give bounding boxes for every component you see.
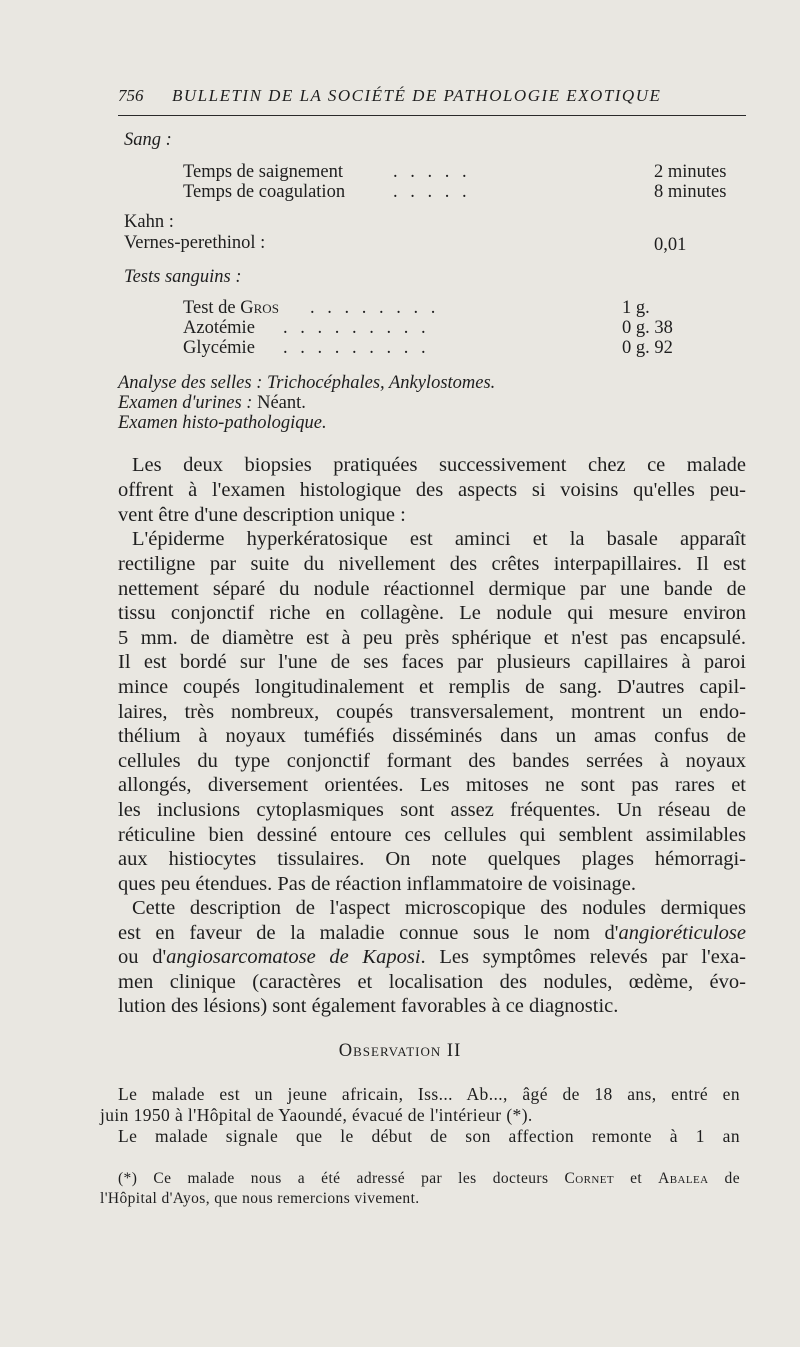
- p2-line-14: aux histiocytes tissulaires. On note quelques plages hémorragi-: [118, 848, 746, 870]
- azotemie-dots: . . . . . . . . .: [283, 318, 430, 338]
- selles-value: Trichocéphales, Ankylostomes.: [267, 373, 496, 393]
- running-title: BULLETIN DE LA SOCIÉTÉ DE PATHOLOGIE EXOTIQUE: [172, 86, 662, 105]
- p2-line-6: Il est bordé sur l'une de ses faces par plusieurs capillaires à paroi: [118, 651, 746, 673]
- p2-line-5: 5 mm. de diamètre est à peu près sphérique et n'est pas encapsulé.: [118, 627, 746, 649]
- sang-label: Sang :: [124, 130, 172, 150]
- glycemie-value: 0 g. 92: [622, 338, 673, 358]
- angioreticulose-term: angioréticulose: [618, 922, 746, 944]
- p3-line-3-prefix: ou d': [118, 946, 167, 968]
- test-gros-prefix: Test de: [183, 298, 241, 318]
- footnote-text-mid: et: [613, 1170, 659, 1187]
- test-gros-label: [183, 298, 279, 319]
- p3-line-5: lution des lésions) sont également favorables à ce diagnostic.: [118, 995, 619, 1017]
- header-rule: [118, 115, 746, 116]
- p2-line-1: L'épiderme hyperkératosique est aminci et la basale apparaît: [132, 528, 746, 550]
- urines-line: [118, 393, 306, 414]
- p3-line-3: [118, 945, 746, 969]
- p3-line-2: [118, 921, 746, 945]
- histo-label: Examen histo-pathologique.: [118, 413, 327, 433]
- urines-label: Examen d'urines :: [118, 393, 253, 413]
- p1-line-1: Les deux biopsies pratiquées successivement chez ce malade: [132, 454, 746, 476]
- p2-line-15: ques peu étendues. Pas de réaction inflammatoire de voisinage.: [118, 873, 637, 895]
- vernes-label: Vernes-perethinol :: [124, 233, 266, 253]
- p2-line-4: tissu conjonctif riche en collagène. Le nodule qui mesure environ: [118, 602, 746, 624]
- p2-line-7: mince coupés longitudinalement et remplis de sang. D'autres capil-: [118, 676, 746, 698]
- glycemie-label: Glycémie: [183, 338, 255, 358]
- azotemie-value: 0 g. 38: [622, 318, 673, 338]
- vernes-value: 0,01: [654, 235, 687, 255]
- p2-line-8: laires, très nombreux, coupés transversalement, montrent un endo-: [118, 701, 746, 723]
- page-number: 756: [118, 86, 144, 105]
- test-gros-name: Gros: [240, 298, 279, 318]
- p2-line-11: allongés, diversement orientées. Les mitoses ne sont pas rares et: [118, 774, 746, 796]
- p2-line-13: réticuline bien dessiné entoure ces cellules qui semblent assimilables: [118, 824, 746, 846]
- selles-label: Analyse des selles :: [118, 373, 263, 393]
- p2-line-9: thélium à noyaux tuméfiés disséminés dans un amas confus de: [118, 725, 746, 747]
- footnote-line-1: [118, 1169, 740, 1189]
- temps-saignement-label: Temps de saignement: [183, 162, 344, 182]
- kaposi-term: angiosarcomatose de Kaposi: [166, 946, 421, 968]
- glycemie-dots: . . . . . . . . .: [283, 338, 430, 358]
- test-gros-value: 1 g.: [622, 298, 650, 318]
- obs-line-1: Le malade est un jeune africain, Iss... Ab..., âgé de 18 ans, entré en: [118, 1084, 740, 1104]
- p2-line-2: rectiligne par suite du nivellement des crêtes interpapillaires. Il est: [118, 553, 746, 575]
- temps-coagulation-value: 8 minutes: [654, 182, 727, 202]
- tests-sanguins-label: Tests sanguins :: [124, 267, 242, 287]
- temps-saignement-dots: . . . . .: [393, 162, 471, 182]
- temps-saignement-value: 2 minutes: [654, 162, 727, 182]
- temps-coagulation-dots: . . . . .: [393, 182, 471, 202]
- p2-line-3: nettement séparé du nodule réactionnel dermique par une bande de: [118, 578, 746, 600]
- footnote-line-2: l'Hôpital d'Ayos, que nous remercions vivement.: [100, 1190, 420, 1207]
- footnote-name-cornet: Cornet: [564, 1170, 614, 1187]
- obs-line-3: Le malade signale que le début de son affection remonte à 1 an: [118, 1126, 740, 1146]
- p1-line-3: vent être d'une description unique :: [118, 504, 406, 526]
- urines-value: Néant.: [257, 393, 306, 413]
- p1-line-2: offrent à l'examen histologique des aspects si voisins qu'elles peu-: [118, 479, 746, 501]
- p3-line-4: men clinique (caractères et localisation des nodules, œdème, évo-: [118, 971, 746, 993]
- observation-heading: Observation II: [338, 1041, 462, 1061]
- azotemie-label: Azotémie: [183, 318, 255, 338]
- footnote-text-end: de: [708, 1170, 740, 1187]
- temps-coagulation-label: Temps de coagulation: [183, 182, 346, 202]
- selles-line: [118, 373, 495, 394]
- p2-line-10: cellules du type conjonctif formant des bandes serrées à noyaux: [118, 750, 746, 772]
- kahn-label: Kahn :: [124, 212, 174, 232]
- footnote-name-abalea: Abalea: [658, 1170, 709, 1187]
- p3-line-3-suffix: . Les symptômes relevés par l'exa-: [420, 946, 746, 968]
- obs-line-2: juin 1950 à l'Hôpital de Yaoundé, évacué de l'intérieur (*).: [100, 1105, 533, 1125]
- p3-line-1: Cette description de l'aspect microscopique des nodules dermiques: [132, 897, 746, 919]
- p2-line-12: les inclusions cytoplasmiques sont assez fréquentes. Un réseau de: [118, 799, 746, 821]
- test-gros-dots: . . . . . . . .: [310, 298, 440, 318]
- p3-line-2-text: est en faveur de la maladie connue sous le nom d': [118, 922, 619, 944]
- footnote-text-1: (*) Ce malade nous a été adressé par les docteurs: [118, 1170, 565, 1187]
